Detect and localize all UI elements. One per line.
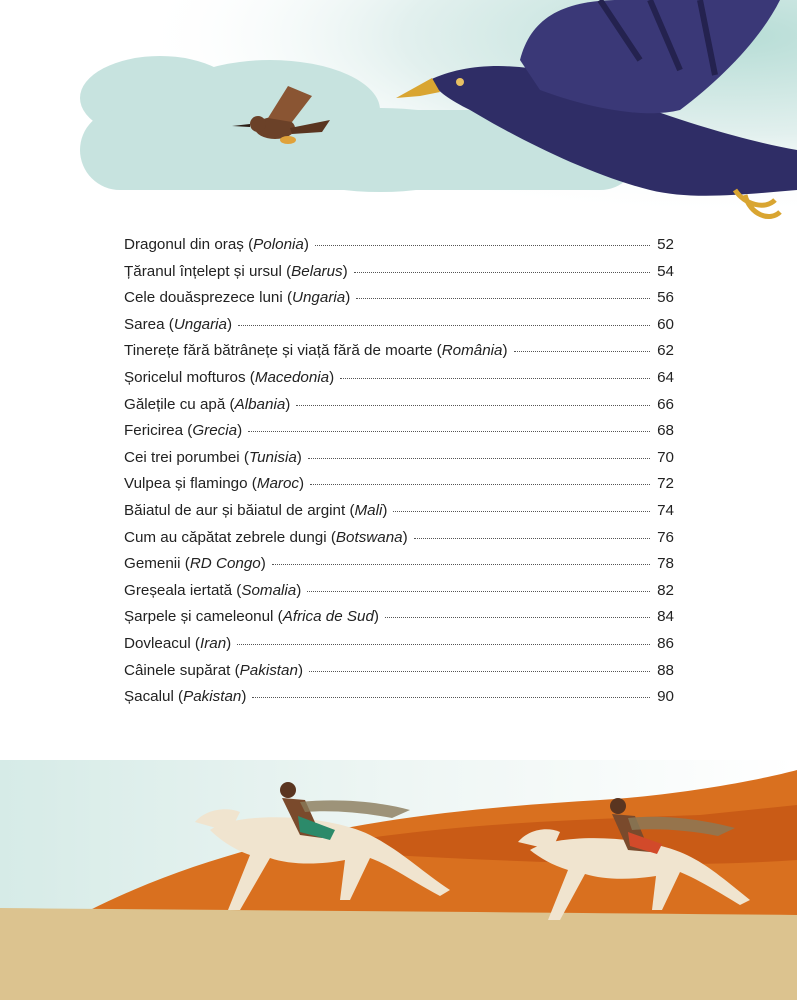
dot-leader xyxy=(238,325,650,326)
toc-entry-country: Tunisia xyxy=(248,448,297,466)
toc-entry-country: Grecia xyxy=(192,422,238,440)
dot-leader xyxy=(307,591,650,592)
toc-entry-title: Șarpele și cameleonul xyxy=(124,608,274,626)
toc-entry-page: 78 xyxy=(657,555,674,573)
toc-entry[interactable]: Dovleacul (Iran) 86 xyxy=(124,634,674,652)
toc-entry-title: Țăranul înțelept și ursul xyxy=(124,262,282,280)
toc-entry[interactable]: Dragonul din oraș (Polonia) 52 xyxy=(124,236,674,253)
dot-leader xyxy=(356,298,650,299)
toc-entry-title: Fericirea xyxy=(124,422,184,440)
toc-entry[interactable]: Cum au căpătat zebrele dungi (Botswana) 76 xyxy=(124,528,674,546)
toc-entry-page: 52 xyxy=(657,236,674,253)
toc-entry-page: 56 xyxy=(657,289,674,307)
toc-entry[interactable]: Cele douăsprezece luni (Ungaria) 56 xyxy=(124,289,674,307)
toc-entry-page: 88 xyxy=(657,661,674,679)
dot-leader xyxy=(393,511,650,512)
toc-entry[interactable]: Gălețile cu apă (Albania) 66 xyxy=(124,395,674,413)
dot-leader xyxy=(272,564,650,565)
dot-leader xyxy=(252,697,650,698)
toc-entry-country: RD Congo xyxy=(189,555,261,573)
toc-entry-country: Maroc xyxy=(256,475,300,493)
toc-entry-country: Africa de Sud xyxy=(282,608,374,626)
toc-entry-title: Șoricelul mofturos xyxy=(124,368,246,386)
toc-entry-title: Cei trei porumbei xyxy=(124,448,240,466)
toc-entry-country: Pakistan xyxy=(239,661,298,679)
toc-entry-page: 60 xyxy=(657,315,674,333)
toc-entry-page: 54 xyxy=(657,262,674,280)
toc-entry[interactable]: Sarea (Ungaria) 60 xyxy=(124,315,674,333)
toc-entry[interactable]: Băiatul de aur și băiatul de argint (Mali) 74 xyxy=(124,501,674,519)
toc-entry-country: Iran xyxy=(199,634,227,652)
toc-entry-country: România xyxy=(441,342,503,360)
dot-leader xyxy=(308,458,650,459)
dot-leader xyxy=(354,272,650,273)
toc-entry-page: 72 xyxy=(657,475,674,493)
table-of-contents xyxy=(124,236,674,715)
dot-leader xyxy=(248,431,650,432)
toc-entry-country: Macedonia xyxy=(254,368,330,386)
dot-leader xyxy=(296,405,650,406)
toc-entry-country: Pakistan xyxy=(183,688,242,706)
toc-entry-country: Ungaria xyxy=(173,315,227,333)
toc-entry[interactable]: Șoricelul mofturos (Macedonia) 64 xyxy=(124,368,674,386)
toc-entry-page: 76 xyxy=(657,528,674,546)
toc-entry-title: Vulpea și flamingo xyxy=(124,475,248,493)
top-illustration xyxy=(0,0,797,240)
dot-leader xyxy=(414,538,650,539)
toc-entry[interactable]: Vulpea și flamingo (Maroc) 72 xyxy=(124,475,674,493)
toc-entry-page: 86 xyxy=(657,634,674,652)
toc-entry[interactable]: Țăranul înțelept și ursul (Belarus) 54 xyxy=(124,262,674,280)
toc-entry-title: Greșeala iertată xyxy=(124,581,233,599)
toc-entry-title: Gălețile cu apă xyxy=(124,395,226,413)
bottom-illustration xyxy=(0,740,797,1000)
toc-entry[interactable]: Șacalul (Pakistan) 90 xyxy=(124,688,674,706)
sand-ground xyxy=(0,908,797,1000)
dot-leader xyxy=(315,245,650,246)
toc-entry-page: 68 xyxy=(657,422,674,440)
toc-entry-page: 62 xyxy=(657,342,674,360)
toc-entry[interactable]: Tinerețe fără bătrânețe și viață fără de moarte (România) 62 xyxy=(124,342,674,360)
toc-entry-page: 74 xyxy=(657,501,674,519)
toc-entry-country: Belarus xyxy=(291,262,343,280)
dot-leader xyxy=(514,351,650,352)
toc-entry-page: 82 xyxy=(657,581,674,599)
toc-entry[interactable]: Câinele supărat (Pakistan) 88 xyxy=(124,661,674,679)
dot-leader xyxy=(309,671,650,672)
toc-entry-country: Botswana xyxy=(335,528,403,546)
toc-entry-page: 70 xyxy=(657,448,674,466)
toc-entry-title: Sarea xyxy=(124,315,165,333)
toc-entry-country: Ungaria xyxy=(292,289,346,307)
dot-leader xyxy=(385,617,650,618)
toc-entry[interactable]: Gemenii (RD Congo) 78 xyxy=(124,555,674,573)
toc-entry-title: Gemenii xyxy=(124,555,181,573)
toc-entry-title: Cele douăsprezece luni xyxy=(124,289,283,307)
toc-entry-title: Cum au căpătat zebrele dungi xyxy=(124,528,327,546)
toc-entry-country: Polonia xyxy=(253,236,304,253)
toc-entry-page: 90 xyxy=(657,688,674,706)
toc-entry-title: Tinerețe fără bătrânețe și viață fără de moarte xyxy=(124,342,433,360)
toc-entry-title: Băiatul de aur și băiatul de argint xyxy=(124,501,346,519)
toc-entry-country: Albania xyxy=(234,395,286,413)
toc-entry-title: Dovleacul xyxy=(124,634,191,652)
dot-leader xyxy=(237,644,650,645)
toc-entry-title: Dragonul din oraș xyxy=(124,236,244,253)
toc-entry-page: 66 xyxy=(657,395,674,413)
toc-entry[interactable]: Fericirea (Grecia) 68 xyxy=(124,422,674,440)
dot-leader xyxy=(310,484,650,485)
toc-entry-country: Mali xyxy=(354,501,383,519)
toc-entry-title: Șacalul xyxy=(124,688,174,706)
toc-entry-page: 84 xyxy=(657,608,674,626)
toc-entry[interactable]: Cei trei porumbei (Tunisia) 70 xyxy=(124,448,674,466)
toc-entry-country: Somalia xyxy=(241,581,297,599)
toc-entry[interactable]: Greșeala iertată (Somalia) 82 xyxy=(124,581,674,599)
toc-entry-title: Câinele supărat xyxy=(124,661,231,679)
toc-entry[interactable]: Șarpele și cameleonul (Africa de Sud) 84 xyxy=(124,608,674,626)
dot-leader xyxy=(340,378,650,379)
toc-entry-page: 64 xyxy=(657,368,674,386)
